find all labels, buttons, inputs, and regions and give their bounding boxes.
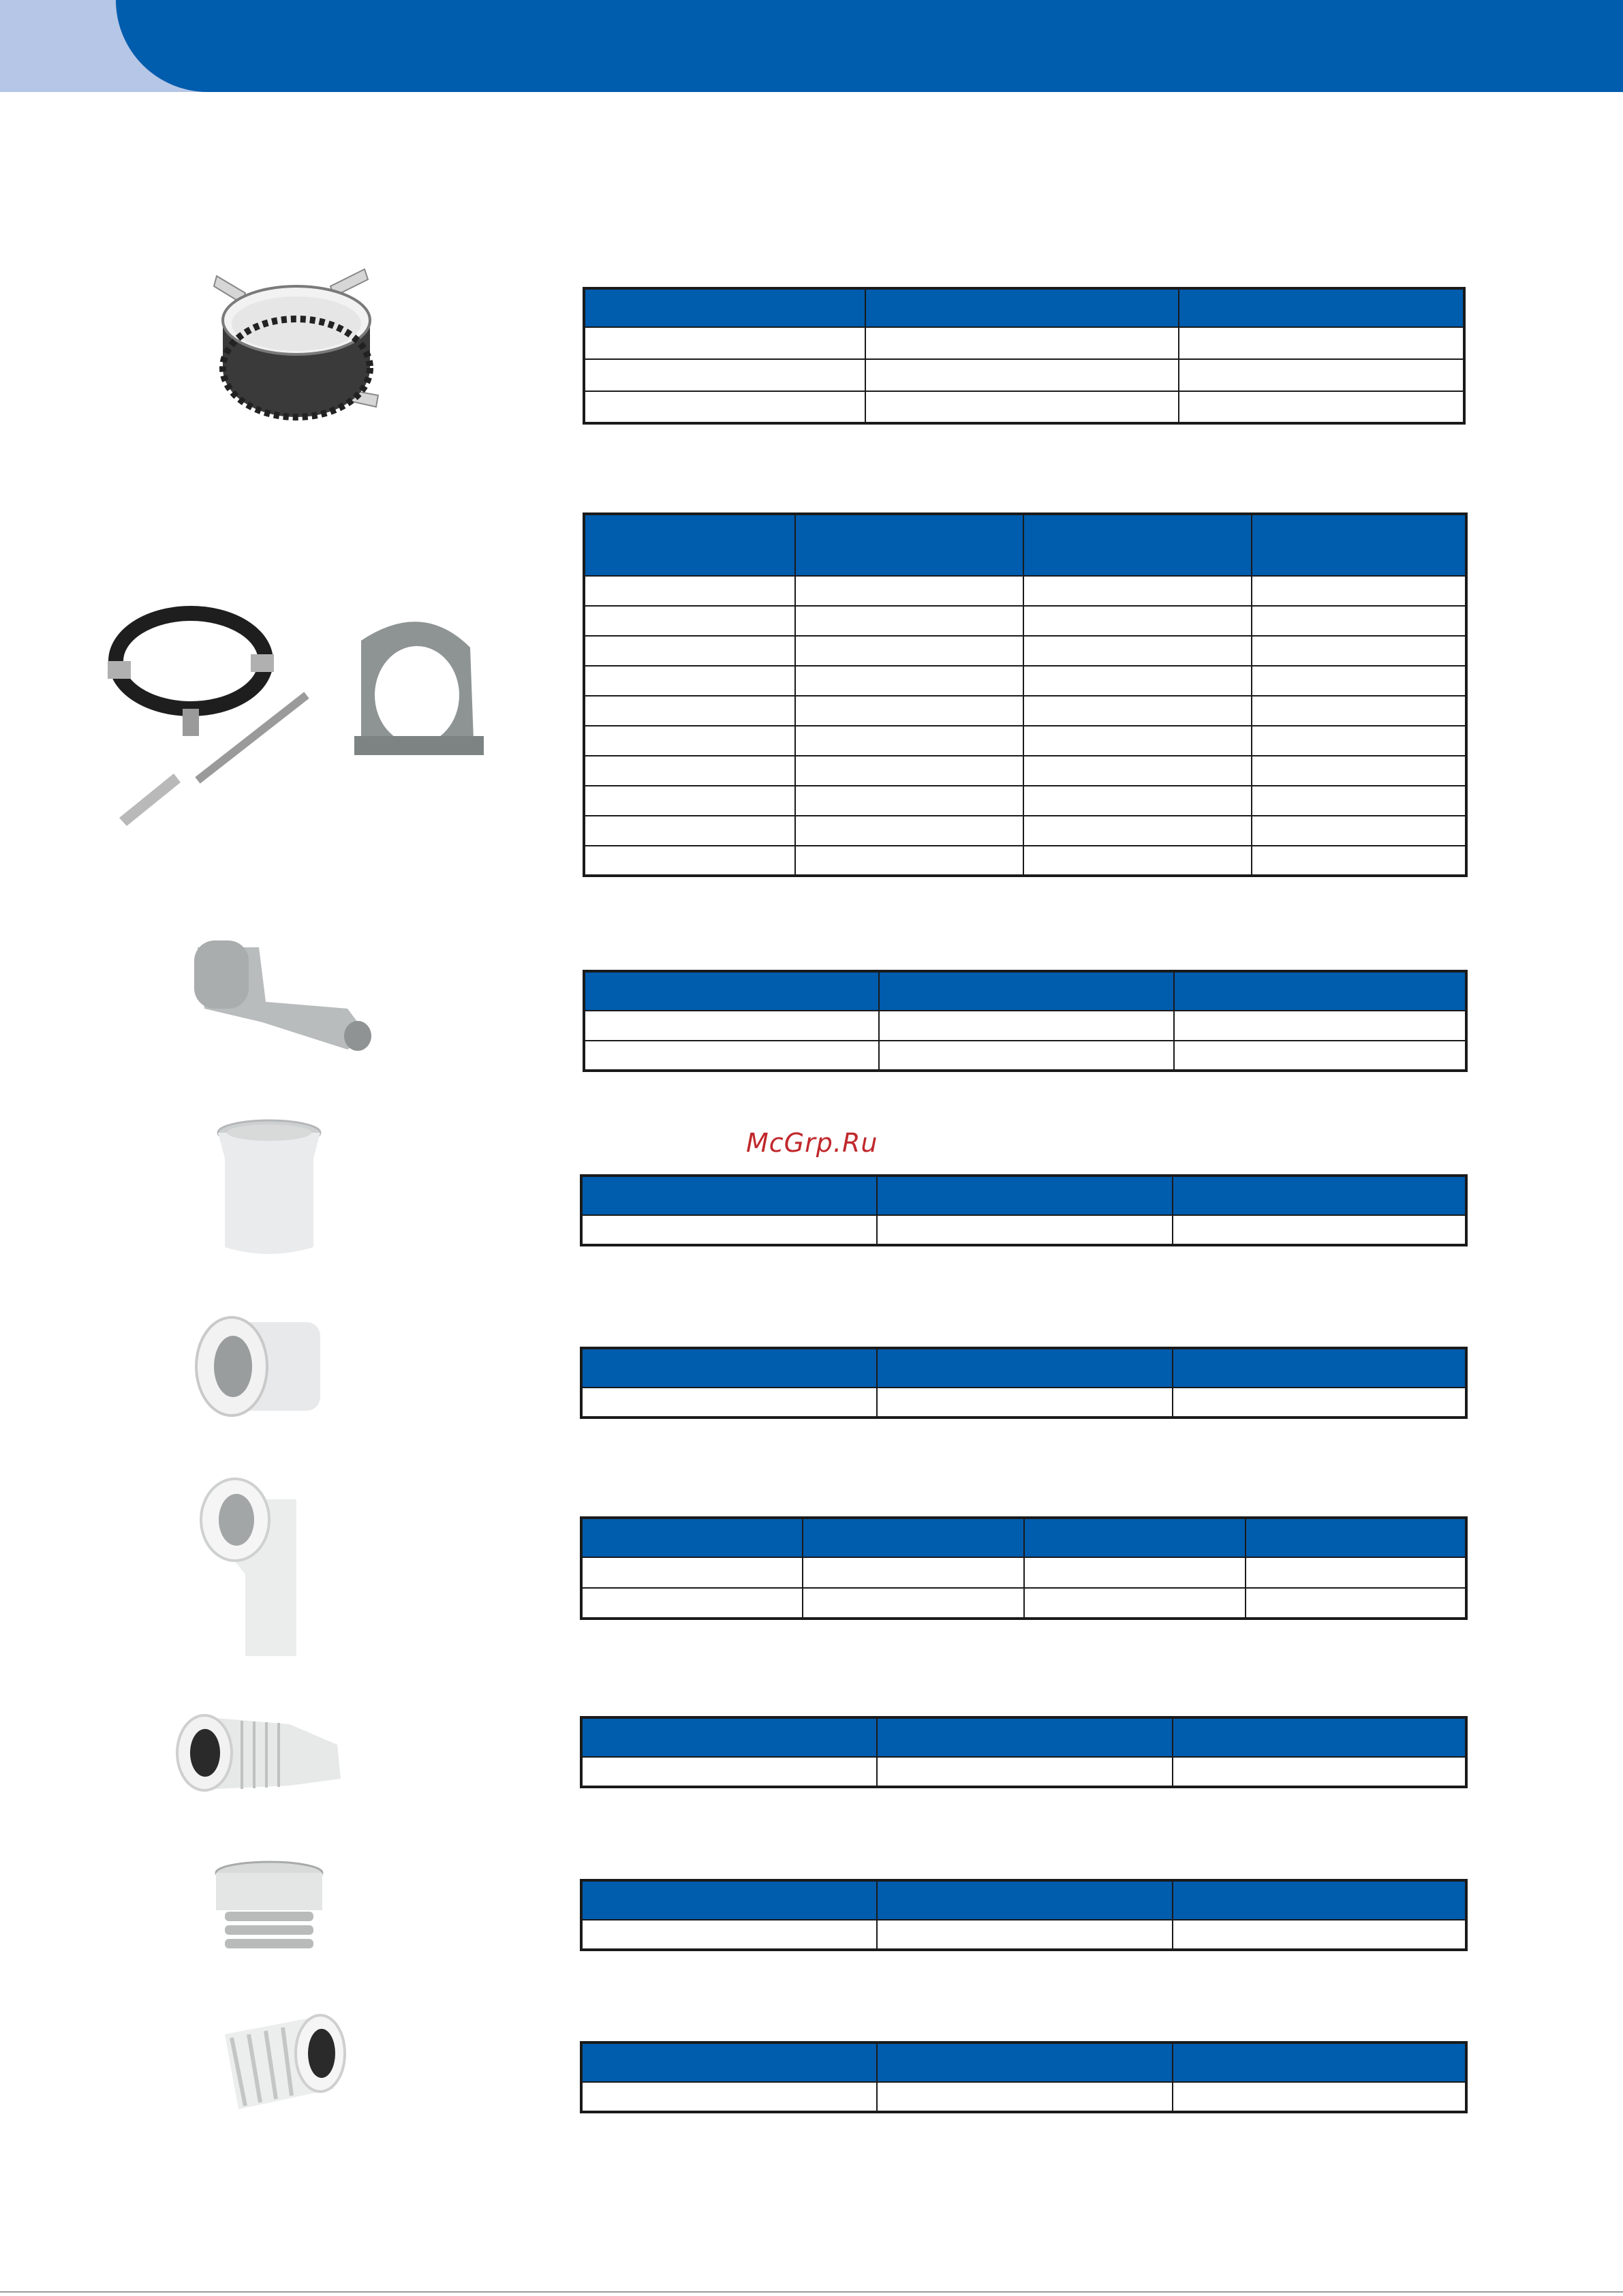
- table-row: [584, 606, 1466, 636]
- straight-wc-connector-image: [211, 1118, 327, 1261]
- corrugated-wc-connector-image: [211, 2007, 347, 2116]
- pipe-clamps-spec-table: [583, 512, 1468, 877]
- table-row: [584, 636, 1466, 666]
- table-row: [584, 786, 1466, 816]
- flexible-wc-connector-image: [174, 1704, 351, 1803]
- table-row: [584, 696, 1466, 726]
- table-row: [581, 2082, 1466, 2112]
- 90-degree-wc-connector-spec-table: [580, 1516, 1468, 1620]
- footer-rule: [0, 2291, 1623, 2293]
- table-row: [581, 1388, 1466, 1418]
- ribbed-wc-adapter-spec-table: [580, 1879, 1468, 1951]
- table-row: [584, 1041, 1466, 1071]
- table-row: [584, 327, 1464, 359]
- table-row: [584, 391, 1464, 423]
- table-row: [581, 1757, 1466, 1787]
- table-row: [584, 726, 1466, 756]
- header-band: [116, 0, 1623, 92]
- table-row: [584, 666, 1466, 696]
- watermark: McGrp.Ru: [746, 1128, 878, 1158]
- short-wc-connector-spec-table: [580, 1347, 1468, 1419]
- pipe-clamps-image: [102, 600, 484, 831]
- offset-wc-connector-image: [191, 934, 375, 1056]
- flexible-wc-connector-spec-table: [580, 1716, 1468, 1788]
- table-row: [584, 359, 1464, 391]
- offset-wc-connector-spec-table: [583, 970, 1468, 1072]
- straight-wc-connector-spec-table: [580, 1174, 1468, 1246]
- table-row: [584, 576, 1466, 606]
- table-row: [584, 846, 1466, 876]
- fire-collar-image: [204, 256, 388, 426]
- 90-degree-wc-connector-image: [194, 1472, 310, 1663]
- corrugated-wc-connector-spec-table: [580, 2041, 1468, 2113]
- table-row: [581, 1215, 1466, 1245]
- short-wc-connector-image: [191, 1312, 327, 1428]
- ribbed-wc-adapter-image: [208, 1861, 330, 1963]
- table-row: [581, 1557, 1466, 1588]
- table-row: [584, 816, 1466, 846]
- table-row: [584, 756, 1466, 786]
- fire-collar-spec-table: [583, 287, 1466, 425]
- table-row: [581, 1920, 1466, 1950]
- table-row: [581, 1588, 1466, 1619]
- table-row: [584, 1011, 1466, 1041]
